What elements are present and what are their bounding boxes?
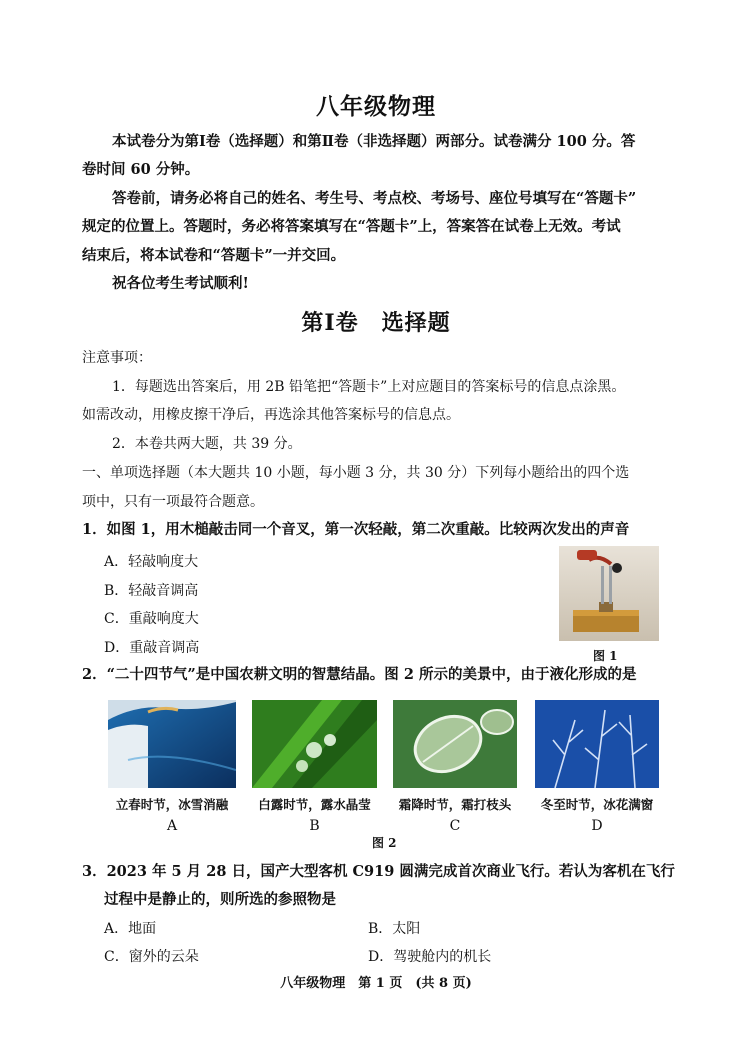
section-title: 第Ⅰ卷 选择题 [301,310,451,336]
intro-line-5: 结束后，将本试卷和“答题卡”一并交回。 [82,247,346,264]
page-title: 八年级物理 [316,93,436,120]
q1-option-a: A．轻敲响度大 [104,554,199,570]
q3-stem-line-2: 过程中是静止的，则所选的参照物是 [104,891,336,908]
q1-figure-label: 图 1 [593,649,618,663]
intro-line-2: 卷时间 60 分钟。 [82,161,200,178]
q3-option-d: D．驾驶舱内的机长 [368,949,492,965]
q3-option-b: B．太阳 [368,921,421,937]
q3-stem-line-1: 3．2023 年 5 月 28 日，国产大型客机 C919 圆满完成首次商业飞行。若认为客机在飞行 [82,863,675,880]
page-footer: 八年级物理 第 1 页 (共 8 页) [280,976,472,991]
q2-caption-b: 白露时节，露水晶莹 [258,797,371,812]
q2-image-d [535,700,659,788]
intro-line-6: 祝各位考生考试顺利! [112,275,249,292]
q2-caption-c: 霜降时节，霜打枝头 [398,797,512,812]
q2-figure-label: 图 2 [372,836,397,850]
notes-item-1-line-2: 如需改动，用橡皮擦干净后，再选涂其他答案标号的信息点。 [82,407,460,423]
q2-letter-b: B [309,818,320,834]
q3-option-c: C．窗外的云朵 [104,949,199,965]
q2-letter-d: D [591,818,603,834]
intro-line-4: 规定的位置上。答题时，务必将答案填写在“答题卡”上，答案答在试卷上无效。考试 [82,218,621,235]
tuning-fork-photo [559,546,659,641]
q2-letter-c: C [449,818,461,834]
part1-line-2: 项中，只有一项最符合题意。 [82,494,264,510]
q1-stem: 1．如图 1，用木槌敲击同一个音叉，第一次轻敲，第二次重敲。比较两次发出的声音 [82,521,630,538]
q2-caption-a: 立春时节，冰雪消融 [115,797,229,812]
q2-caption-d: 冬至时节，冰花满窗 [540,797,654,812]
q1-option-c: C．重敲响度大 [104,611,199,627]
q1-option-d: D．重敲音调高 [104,640,200,656]
part1-line-1: 一、单项选择题（本大题共 10 小题，每小题 3 分，共 30 分）下列每小题给出的四个选 [82,465,630,481]
q2-image-c [393,700,517,788]
notes-item-1-line-1: 1．每题选出答案后，用 2B 铅笔把“答题卡”上对应题目的答案标号的信息点涂黑。 [112,379,626,395]
q3-option-a: A．地面 [104,921,157,937]
q2-image-b [252,700,377,788]
notes-heading: 注意事项： [82,350,152,366]
q2-image-a [108,700,236,788]
q1-option-b: B．轻敲音调高 [104,583,199,599]
intro-line-1: 本试卷分为第Ⅰ卷（选择题）和第Ⅱ卷（非选择题）两部分。试卷满分 100 分。答 [112,133,636,150]
q2-stem: 2．“二十四节气”是中国农耕文明的智慧结晶。图 2 所示的美景中，由于液化形成的是 [82,666,637,683]
intro-line-3: 答卷前，请务必将自己的姓名、考生号、考点校、考场号、座位号填写在“答题卡” [112,190,637,207]
notes-item-2: 2．本卷共两大题，共 39 分。 [112,436,302,452]
q2-letter-a: A [166,818,178,834]
